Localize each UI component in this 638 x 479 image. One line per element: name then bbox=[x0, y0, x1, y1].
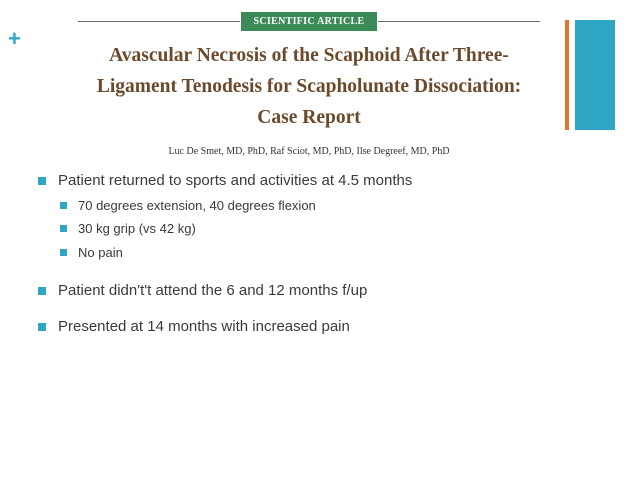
article-title-line: Case Report bbox=[257, 107, 361, 128]
bullet-square-icon bbox=[38, 177, 46, 185]
sub-bullet-item bbox=[78, 198, 316, 213]
header-rule-left bbox=[78, 21, 240, 22]
article-authors: Luc De Smet, MD, PhD, Raf Sciot, MD, PhD, Ilse Degreef, MD, PhD bbox=[168, 146, 450, 157]
article-tag: SCIENTIFIC ARTICLE bbox=[241, 12, 377, 31]
bullet-item bbox=[58, 318, 350, 335]
bullet-text: Patient didn't't attend the 6 and 12 months f/up bbox=[58, 282, 368, 299]
article-title-line: Avascular Necrosis of the Scaphoid After Three- bbox=[109, 45, 509, 66]
sub-bullet-item bbox=[78, 245, 123, 260]
header-rule-right bbox=[378, 21, 540, 22]
bullet-square-icon bbox=[60, 225, 67, 232]
bullet-text: Patient returned to sports and activities at 4.5 months bbox=[58, 172, 413, 189]
sub-bullet-item bbox=[78, 221, 196, 236]
article-header-image bbox=[78, 12, 540, 160]
bullet-item bbox=[58, 172, 412, 189]
plus-mark: + bbox=[8, 26, 21, 51]
bullet-square-icon bbox=[38, 287, 46, 295]
bullet-square-icon bbox=[60, 202, 67, 209]
bullet-square-icon bbox=[38, 323, 46, 331]
bullet-text: 30 kg grip (vs 42 kg) bbox=[78, 221, 196, 236]
bullet-item bbox=[58, 282, 367, 299]
bullet-text: No pain bbox=[78, 245, 123, 260]
bullet-square-icon bbox=[60, 249, 67, 256]
article-title-line: Ligament Tenodesis for Scapholunate Dissociation: bbox=[96, 76, 522, 97]
accent-bar-blue bbox=[575, 20, 615, 130]
bullet-text: 70 degrees extension, 40 degrees flexion bbox=[78, 198, 316, 213]
article-title bbox=[78, 40, 540, 133]
bullet-text: Presented at 14 months with increased pain bbox=[58, 318, 350, 335]
accent-bar-orange bbox=[565, 20, 569, 130]
